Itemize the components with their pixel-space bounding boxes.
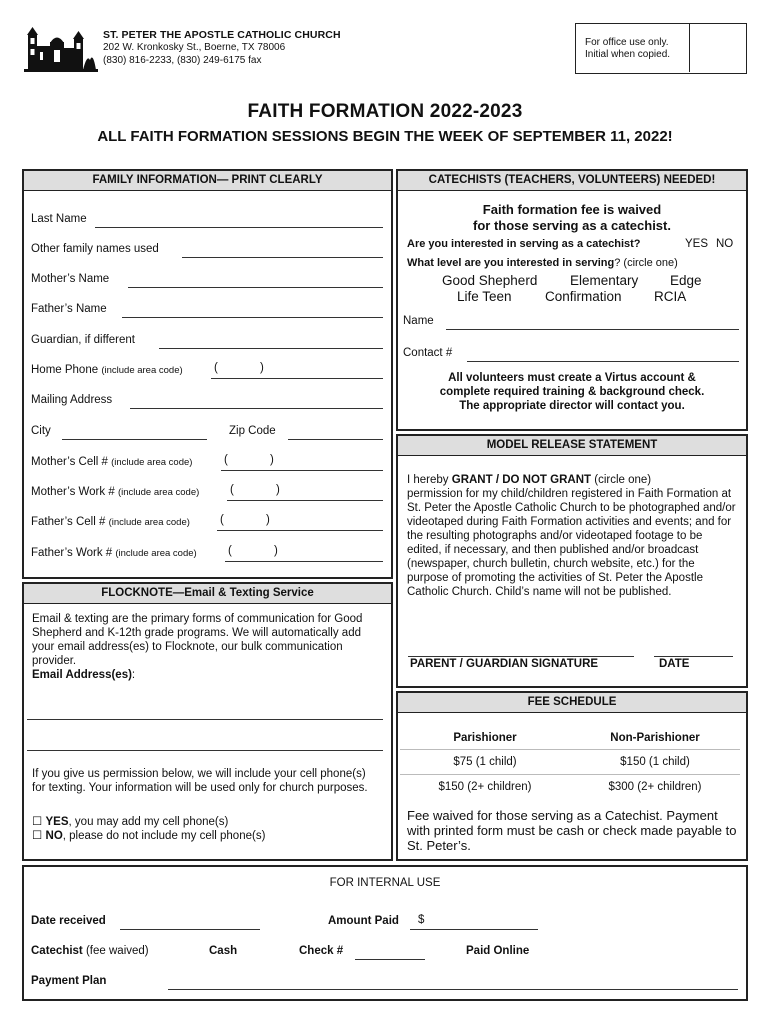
level-rcia[interactable]: RCIA bbox=[654, 289, 687, 304]
amount-paid-dollar: $ bbox=[418, 914, 425, 926]
home-phone-note: (include area code) bbox=[101, 365, 183, 376]
catechist-contact-label: Contact # bbox=[403, 347, 453, 359]
email-field-2[interactable] bbox=[27, 750, 383, 751]
check-label: Check # bbox=[299, 945, 344, 957]
office-initial-cell[interactable] bbox=[689, 24, 746, 72]
fee-col-non-parishioner: Non-Parishioner bbox=[610, 732, 700, 744]
no-label: NO bbox=[45, 830, 63, 842]
family-info-heading: FAMILY INFORMATION— PRINT CLEARLY bbox=[24, 171, 391, 191]
mother-cell-paren-close: ) bbox=[270, 454, 274, 466]
grant-option[interactable]: GRANT bbox=[451, 474, 493, 486]
city-field[interactable] bbox=[62, 439, 207, 440]
father-cell-paren-close: ) bbox=[266, 514, 270, 526]
office-use-line-1: For office use only. bbox=[585, 37, 669, 48]
grant-slash: / bbox=[492, 474, 503, 486]
mother-cell-note: (include area code) bbox=[111, 457, 193, 468]
other-names-label: Other family names used bbox=[31, 243, 159, 255]
flocknote-yes-option[interactable] bbox=[32, 815, 228, 829]
yes-checkbox[interactable]: ☐ bbox=[32, 816, 43, 828]
father-cell-paren-open: ( bbox=[220, 514, 224, 526]
mother-work-paren-open: ( bbox=[230, 484, 234, 496]
catechist-name-label: Name bbox=[403, 315, 434, 327]
city-label: City bbox=[31, 425, 51, 437]
level-question bbox=[407, 257, 678, 269]
fee-row-1-non-parishioner: $150 (1 child) bbox=[620, 756, 690, 768]
mother-work-paren-close: ) bbox=[276, 484, 280, 496]
catechist-contact-field[interactable] bbox=[467, 361, 739, 362]
fee-row-2-parishioner: $150 (2+ children) bbox=[438, 781, 532, 793]
flocknote-heading: FLOCKNOTE—Email & Texting Service bbox=[24, 584, 391, 604]
page-subtitle: ALL FAITH FORMATION SESSIONS BEGIN THE WEEK OF SEPTEMBER 11, 2022! bbox=[97, 128, 673, 145]
virtus-line-2: complete required training & background check. bbox=[439, 386, 705, 398]
i-hereby: I hereby bbox=[407, 474, 452, 486]
level-good-shepherd[interactable]: Good Shepherd bbox=[442, 273, 538, 288]
no-checkbox[interactable]: ☐ bbox=[32, 830, 43, 842]
office-use-text bbox=[585, 37, 690, 61]
fee-row-1-parishioner: $75 (1 child) bbox=[453, 756, 517, 768]
father-work-note: (include area code) bbox=[115, 548, 197, 559]
home-phone-paren-open: ( bbox=[214, 362, 218, 374]
fee-table-divider-1 bbox=[400, 749, 740, 750]
model-release-grant-line bbox=[407, 473, 737, 487]
grant-circle-one: (circle one) bbox=[591, 474, 652, 486]
page-title: FAITH FORMATION 2022-2023 bbox=[247, 101, 523, 122]
fee-table-divider-2 bbox=[400, 774, 740, 775]
do-not-grant-option[interactable]: DO NOT GRANT bbox=[502, 474, 592, 486]
father-name-field[interactable] bbox=[122, 317, 383, 318]
catechist-label: Catechist bbox=[31, 945, 83, 957]
home-phone-paren-close: ) bbox=[260, 362, 264, 374]
serve-yes[interactable]: YES bbox=[685, 238, 709, 250]
zip-label: Zip Code bbox=[229, 425, 276, 437]
mailing-address-field[interactable] bbox=[130, 408, 383, 409]
father-cell-label bbox=[31, 516, 190, 528]
payment-plan-field[interactable] bbox=[168, 989, 738, 990]
mother-work-note: (include area code) bbox=[117, 487, 200, 498]
fee-waived-line-2: for those serving as a catechist. bbox=[473, 218, 671, 233]
guardian-label: Guardian, if different bbox=[31, 334, 135, 346]
zip-field[interactable] bbox=[288, 439, 383, 440]
mother-work-label bbox=[31, 486, 199, 498]
catechists-heading: CATECHISTS (TEACHERS, VOLUNTEERS) NEEDED! bbox=[398, 171, 746, 191]
payment-plan-label: Payment Plan bbox=[31, 975, 107, 987]
serve-question-text: Are you interested in serving as a catechist? bbox=[407, 238, 641, 250]
model-release-body: permission for my child/children registered in Faith Formation at St. Peter the Apostle Catholic Church to be photographed and/or videotaped during Faith Formation activities and events; and for the resulting photographs and/or videotaped footage to be edited, if necessary, and then published and/or broadcast (newspaper, church bulletin, church website, etc.) for the purpose of promoting the activities of St. Peter the Apostle Catholic Church. Child’s name will not be published. bbox=[407, 488, 736, 598]
father-work-label bbox=[31, 547, 197, 559]
internal-use-heading: FOR INTERNAL USE bbox=[329, 877, 441, 889]
fee-row-2-non-parishioner: $300 (2+ children) bbox=[608, 781, 702, 793]
yes-text: , you may add my cell phone(s) bbox=[68, 816, 229, 828]
yes-label: YES bbox=[45, 816, 69, 828]
catechist-name-field[interactable] bbox=[446, 329, 739, 330]
mother-name-label: Mother’s Name bbox=[31, 273, 110, 285]
guardian-field[interactable] bbox=[159, 348, 383, 349]
level-edge[interactable]: Edge bbox=[670, 273, 702, 288]
mother-cell-field[interactable] bbox=[221, 470, 383, 471]
virtus-line-3: The appropriate director will contact you. bbox=[459, 400, 685, 412]
father-work-paren-open: ( bbox=[228, 545, 232, 557]
signature-date-field[interactable] bbox=[654, 656, 733, 657]
check-number-field[interactable] bbox=[355, 959, 425, 960]
mother-work-field[interactable] bbox=[227, 500, 383, 501]
home-phone-label bbox=[31, 364, 183, 376]
amount-paid-field[interactable] bbox=[410, 929, 538, 930]
last-name-field[interactable] bbox=[95, 227, 383, 228]
cash-label: Cash bbox=[209, 945, 238, 957]
catechist-fee-waived-label bbox=[31, 945, 149, 957]
father-work-text: Father’s Work # bbox=[31, 547, 113, 559]
fee-schedule-note: Fee waived for those serving as a Catechist. Payment with printed form must be cash or check made payable to St. Peter’s. bbox=[407, 808, 737, 853]
paid-online-label: Paid Online bbox=[466, 945, 530, 957]
office-use-box bbox=[575, 23, 747, 74]
last-name-label: Last Name bbox=[31, 213, 87, 225]
mother-cell-paren-open: ( bbox=[224, 454, 228, 466]
father-name-label: Father’s Name bbox=[31, 303, 107, 315]
model-release-heading: MODEL RELEASE STATEMENT bbox=[398, 436, 746, 456]
mailing-address-label: Mailing Address bbox=[31, 394, 113, 406]
date-received-label: Date received bbox=[31, 915, 106, 927]
fee-col-parishioner: Parishioner bbox=[453, 732, 517, 744]
flocknote-permission: If you give us permission below, we will include your cell phone(s) for texting. Your information will be used only for church purposes. bbox=[32, 768, 368, 794]
no-text: , please do not include my cell phone(s) bbox=[62, 830, 266, 842]
level-question-text: What level are you interested in serving bbox=[407, 257, 615, 269]
other-names-field[interactable] bbox=[182, 257, 383, 258]
mother-cell-text: Mother’s Cell # bbox=[31, 456, 108, 468]
father-work-paren-close: ) bbox=[274, 545, 278, 557]
flocknote-intro: Email & texting are the primary forms of communication for Good Shepherd and K-12th grade programs. We will automatically add your email address(es) to Flocknote, our bulk communication provider. bbox=[32, 613, 363, 667]
church-building-icon bbox=[24, 26, 98, 72]
email-label-text: Email Address(es) bbox=[32, 669, 132, 681]
email-label-colon: : bbox=[131, 669, 136, 681]
serve-question bbox=[407, 238, 641, 250]
level-confirmation[interactable]: Confirmation bbox=[545, 289, 622, 304]
signature-label: PARENT / GUARDIAN SIGNATURE bbox=[410, 658, 599, 670]
signature-date-label: DATE bbox=[659, 658, 690, 670]
church-logo bbox=[24, 26, 98, 72]
amount-paid-label: Amount Paid bbox=[328, 915, 399, 927]
father-work-field[interactable] bbox=[225, 561, 383, 562]
mother-name-field[interactable] bbox=[128, 287, 383, 288]
mother-cell-label bbox=[31, 456, 192, 468]
fee-waived-note: (fee waived) bbox=[82, 945, 149, 957]
father-cell-text: Father’s Cell # bbox=[31, 516, 106, 528]
virtus-line-1: All volunteers must create a Virtus account & bbox=[448, 372, 696, 384]
church-phone: (830) 816-2233, (830) 249-6175 fax bbox=[103, 55, 262, 66]
father-cell-note: (include area code) bbox=[108, 517, 190, 528]
home-phone-text: Home Phone bbox=[31, 364, 99, 376]
signature-field[interactable] bbox=[408, 656, 634, 657]
flocknote-no-option[interactable] bbox=[32, 829, 265, 843]
church-address: 202 W. Kronkosky St., Boerne, TX 78006 bbox=[103, 42, 286, 53]
office-use-line-2: Initial when copied. bbox=[585, 49, 671, 60]
father-cell-field[interactable] bbox=[217, 530, 383, 531]
flocknote-email-label bbox=[32, 668, 135, 682]
serve-no[interactable]: NO bbox=[716, 238, 734, 250]
home-phone-field[interactable] bbox=[211, 378, 383, 379]
level-elementary[interactable]: Elementary bbox=[570, 273, 639, 288]
date-received-field[interactable] bbox=[120, 929, 260, 930]
fee-waived-line-1: Faith formation fee is waived bbox=[482, 202, 662, 217]
fee-schedule-heading: FEE SCHEDULE bbox=[398, 693, 746, 713]
mother-work-text: Mother’s Work # bbox=[31, 486, 115, 498]
church-name: ST. PETER THE APOSTLE CATHOLIC CHURCH bbox=[103, 29, 341, 41]
email-field-1[interactable] bbox=[27, 719, 383, 720]
level-life-teen[interactable]: Life Teen bbox=[457, 289, 512, 304]
level-circle-one: ? (circle one) bbox=[614, 257, 678, 269]
